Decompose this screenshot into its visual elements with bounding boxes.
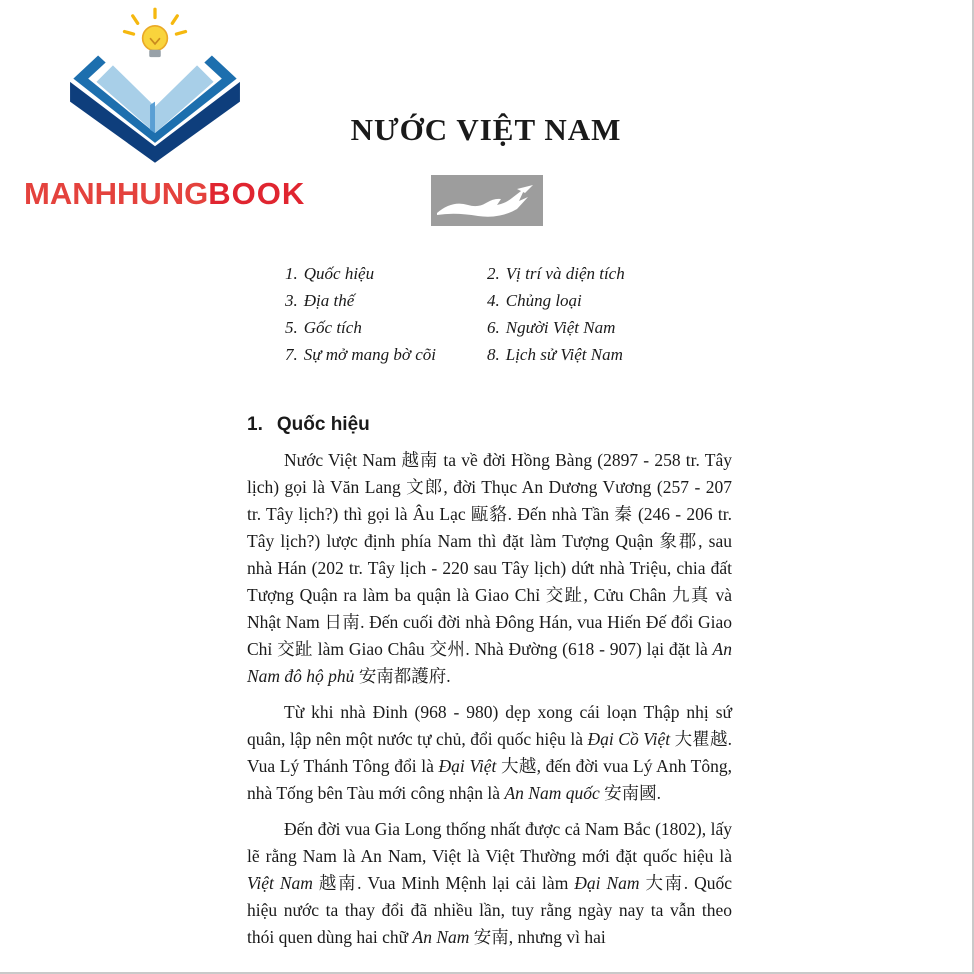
text-segment: 大瞿越. Vua Lý Thánh Tông đổi là	[247, 729, 732, 776]
toc-item	[487, 314, 625, 341]
text-segment: Từ khi nhà Đinh (968 - 980) dẹp xong cái loạn Thập nhị sứ quân, lập nên một nước tự chủ, đổi quốc hiệu là	[247, 702, 732, 749]
toc-item-label: Địa thế	[303, 291, 355, 310]
text-segment: 大南. Quốc hiệu nước ta thay đổi đã nhiều lần, tuy rằng ngày nay ta vẫn theo thói quen dùng hai chữ	[247, 873, 733, 947]
toc-item-label: Lịch sử Việt Nam	[505, 345, 623, 364]
body-text	[247, 447, 732, 960]
italic-text-segment: Đại Việt	[438, 756, 497, 776]
text-segment: 大越, đến đời vua Lý Anh Tông, nhà Tống bên Tàu mới công nhận là	[247, 756, 732, 803]
toc-item-label: Sự mở mang bờ cõi	[303, 345, 436, 364]
toc-item	[285, 314, 487, 341]
text-segment: 安南都護府.	[354, 666, 451, 686]
dragon-emblem-illustration	[431, 175, 543, 226]
toc-item-label: Gốc tích	[303, 318, 362, 337]
toc-item-number: 1.	[285, 264, 298, 283]
text-segment: 安南, nhưng vì hai	[469, 927, 606, 947]
italic-text-segment: Việt Nam	[247, 873, 313, 893]
toc-item-number: 7.	[285, 345, 298, 364]
paragraph	[247, 699, 732, 807]
brand-name-second: BOOK	[208, 176, 306, 211]
italic-text-segment: An Nam quốc	[504, 783, 600, 803]
toc-item	[487, 287, 625, 314]
paragraph	[247, 447, 732, 690]
toc-item-number: 8.	[487, 345, 500, 364]
toc-item	[285, 287, 487, 314]
brand-name-first: MANHHUNG	[24, 176, 209, 211]
section-title: Quốc hiệu	[276, 414, 370, 435]
toc-item-number: 2.	[487, 264, 500, 283]
toc-item-number: 6.	[487, 318, 500, 337]
text-segment: Đến đời vua Gia Long thống nhất được cả Nam Bắc (1802), lấy lẽ rằng Nam là An Nam, Việt là Việt Thường mới đặt quốc hiệu là	[247, 819, 732, 866]
toc-item	[487, 260, 625, 287]
page-title: NƯỚC VIỆT NAM	[350, 112, 622, 147]
table-of-contents	[285, 260, 625, 368]
dragon-figure-icon	[431, 175, 543, 226]
brand-name	[24, 176, 305, 212]
toc-item-label: Vị trí và diện tích	[505, 264, 625, 283]
section-number: 1.	[247, 414, 263, 435]
toc-item-number: 5.	[285, 318, 298, 337]
section-heading	[247, 414, 370, 436]
toc-item	[487, 341, 625, 368]
toc-item-label: Chủng loại	[505, 291, 582, 310]
toc-item-label: Quốc hiệu	[303, 264, 375, 283]
italic-text-segment: Đại Nam	[574, 873, 640, 893]
italic-text-segment: Đại Cồ Việt	[587, 729, 671, 749]
toc-item-number: 3.	[285, 291, 298, 310]
text-segment: 越南. Vua Minh Mệnh lại cải làm	[312, 873, 575, 893]
toc-item-number: 4.	[487, 291, 500, 310]
toc-item	[285, 260, 487, 287]
italic-text-segment: An Nam	[412, 927, 470, 947]
text-segment: 安南國.	[599, 783, 661, 803]
toc-item	[285, 341, 487, 368]
paragraph	[247, 816, 732, 951]
toc-item-label: Người Việt Nam	[505, 318, 616, 337]
text-segment: Nước Việt Nam 越南 ta về đời Hồng Bàng (2897 - 258 tr. Tây lịch) gọi là Văn Lang 文郎, đời Thục An Dương Vương (257 - 207 tr. Tây lịch?) thì gọi là Âu Lạc 甌貉. Đến nhà Tần 秦 (246 - 206 tr. Tây lịch?) lược định phía Nam thì đặt làm Tượng Quận 象郡, sau nhà Hán (202 tr. Tây lịch - 220 sau Tây lịch) dứt nhà Triệu, chia đất Tượng Quận ra làm ba quận là Giao Chỉ 交趾, Cửu Chân 九真 và Nhật Nam 日南. Đến cuối đời nhà Đông Hán, vua Hiến Đế đổi Giao Chỉ 交趾 làm Giao Châu 交州. Nhà Đường (618 - 907) lại đặt là	[247, 450, 732, 659]
italic-text-segment: An Nam đô hộ phủ	[247, 639, 732, 686]
